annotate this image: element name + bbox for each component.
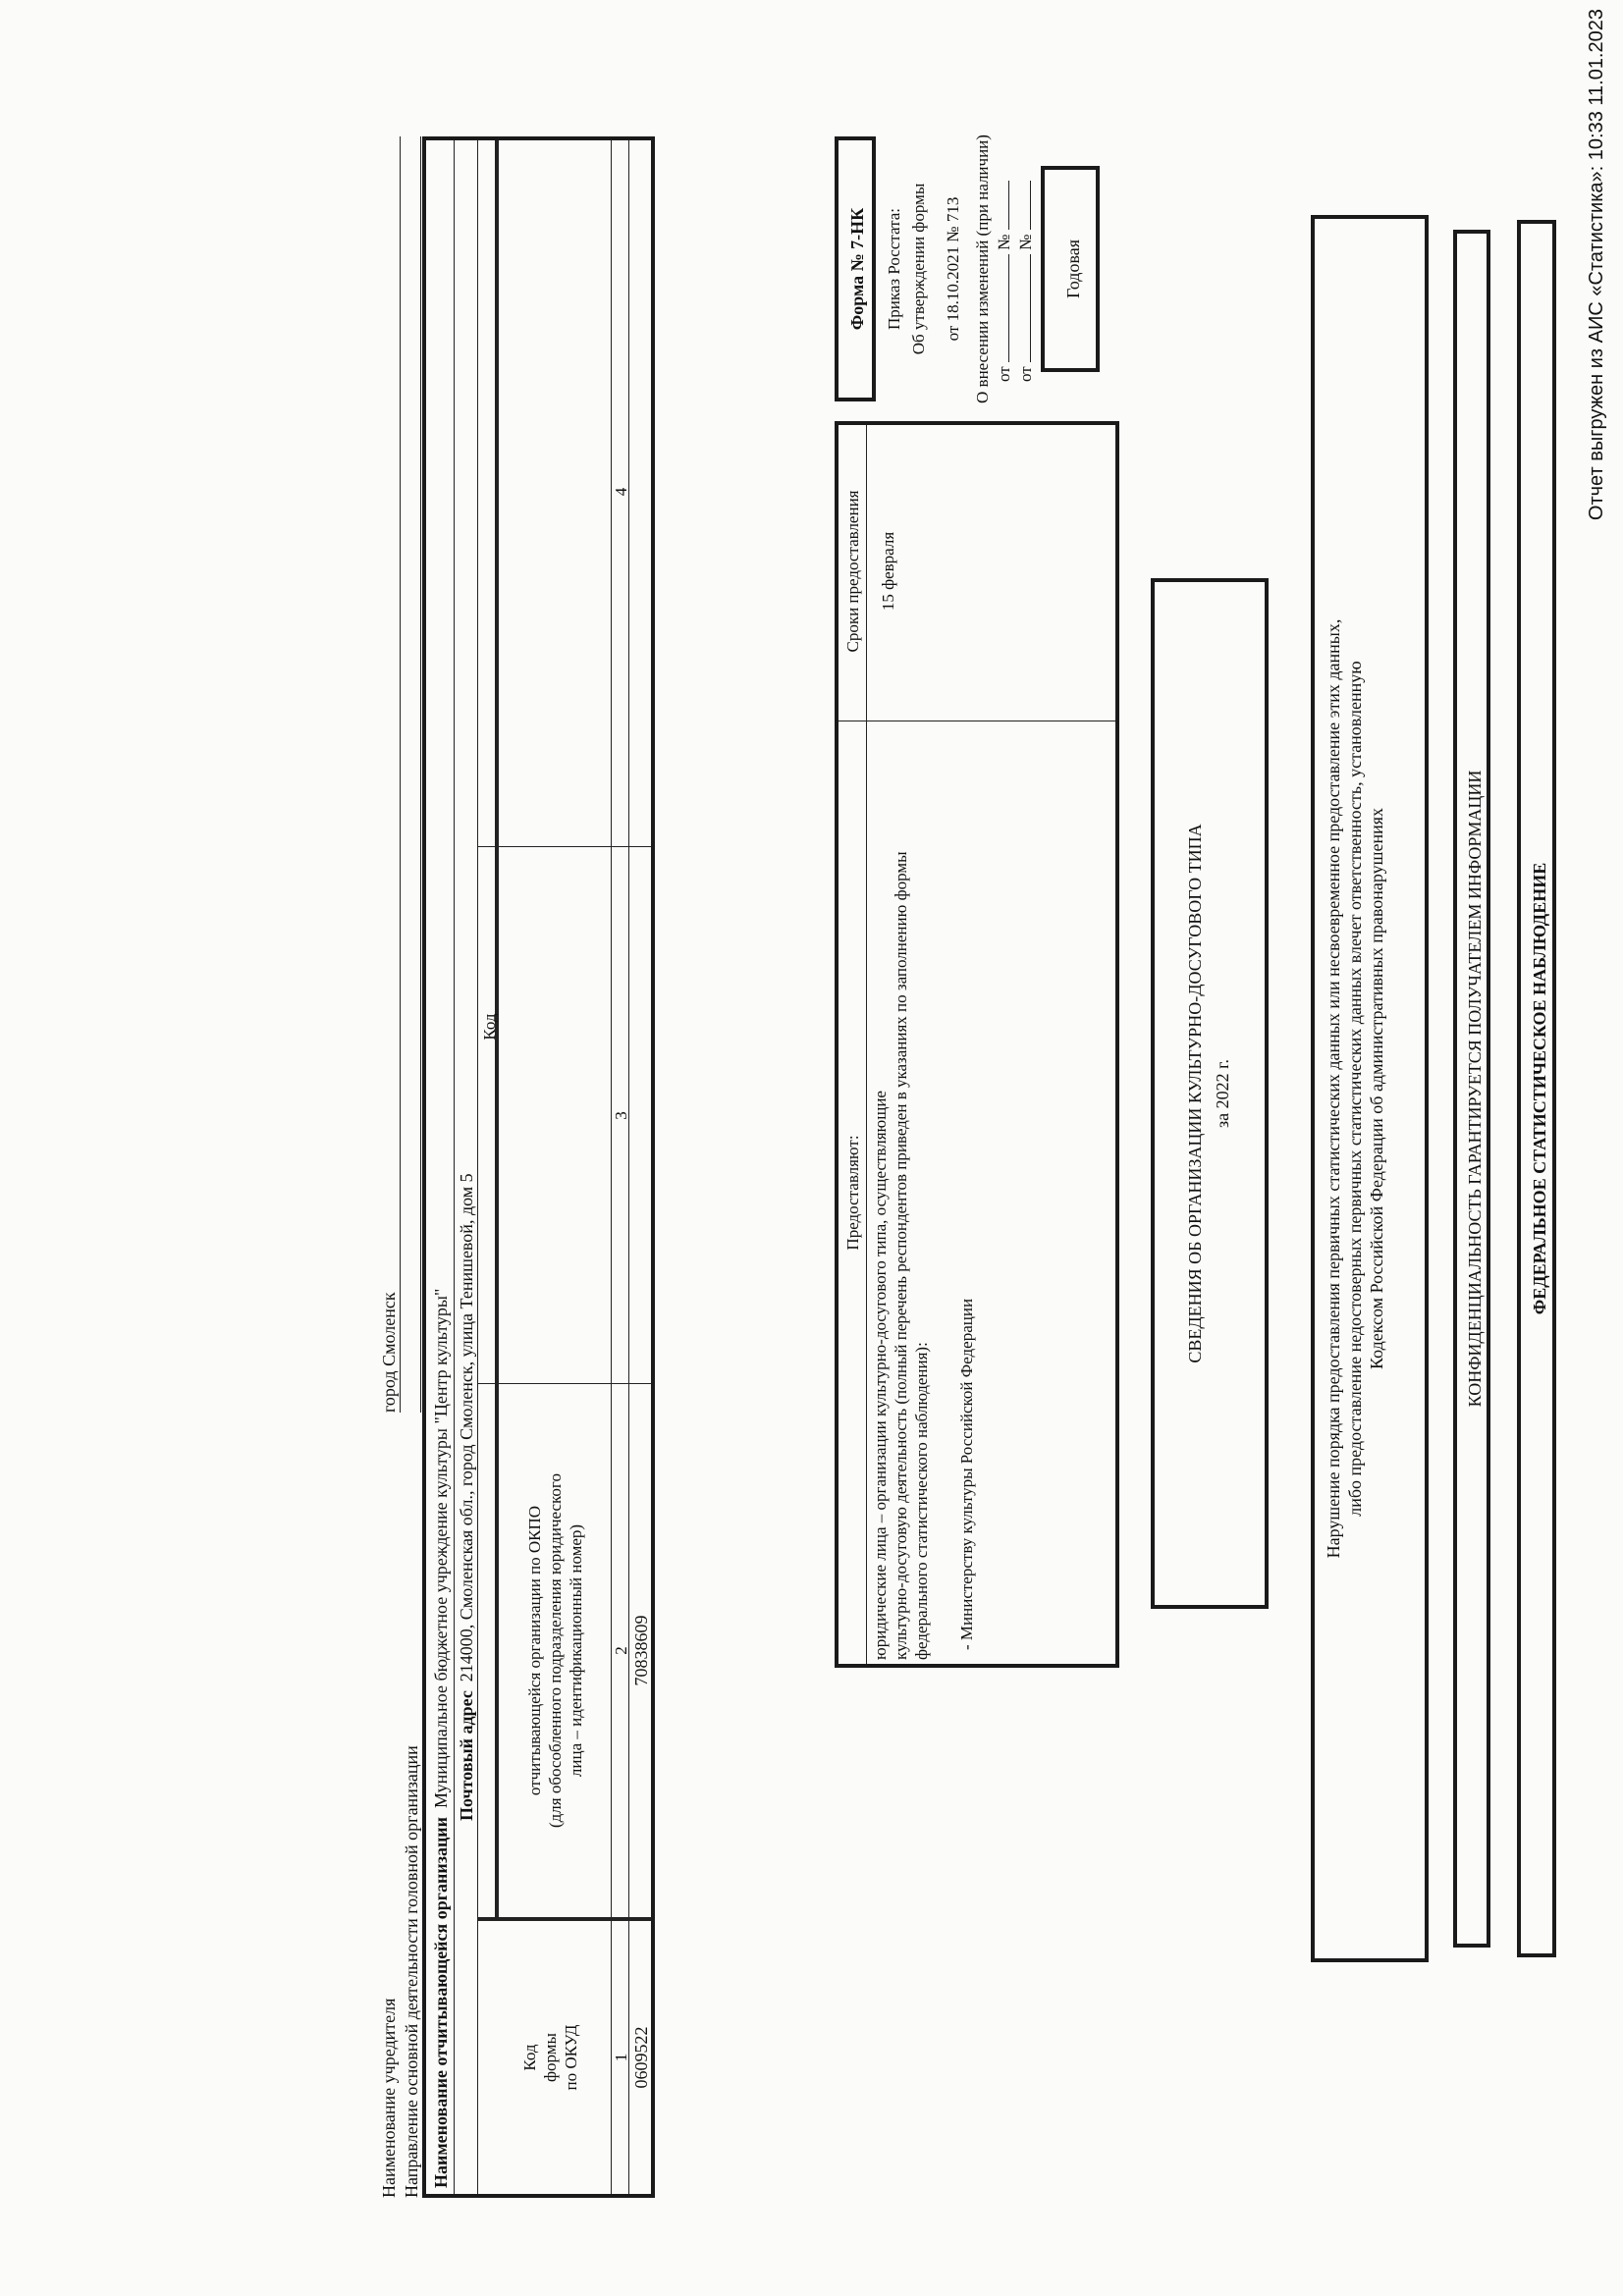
- amendment-number-2: [1030, 181, 1031, 230]
- amendment-row-2: [1015, 146, 1036, 382]
- okpo-header-1: отчитывающейся организации по ОКПО: [525, 1505, 544, 1796]
- okpo-header: [524, 1384, 586, 1917]
- okud-code: 0609522: [631, 2026, 651, 2089]
- periodicity: Годовая: [1063, 240, 1083, 298]
- kod-header: Код: [480, 1013, 499, 1041]
- amendment-num-1: №: [995, 234, 1013, 250]
- okud-header-2: формы: [541, 2033, 560, 2082]
- export-note: Отчет выгружен из АИС «Статистика»: 10:33 11.01.2023: [1586, 9, 1607, 521]
- org-name-value: Муниципальное бюджетное учреждение культуры "Центр культуры": [431, 1288, 451, 1808]
- form-number: Форма № 7-НК: [847, 207, 867, 331]
- org-address-value: 214000, Смоленская обл., город Смоленск, улица Тенишевой, дом 5: [457, 1173, 476, 1682]
- confidentiality-box: [1453, 230, 1490, 1948]
- activity-label: Направление основной деятельности головной организации: [402, 1745, 421, 2198]
- founder-label: Наименование учредителя: [379, 1998, 399, 2198]
- activity-value: [401, 136, 421, 1413]
- warning-line-2: либо предоставление недостоверных первичных статистических данных влечет ответственность, установленную: [1345, 661, 1365, 1517]
- founder-value: город Смоленск: [378, 136, 401, 1413]
- col-number-4: 4: [612, 487, 630, 497]
- form-approval: Об утверждении формы: [909, 183, 928, 355]
- org-address-divider: [477, 140, 478, 2194]
- form-amendments: О внесении изменений (при наличии): [973, 134, 992, 403]
- org-name-divider: [454, 140, 455, 2194]
- amendment-date-2: [1030, 254, 1031, 362]
- submitters-table: [835, 421, 1119, 1668]
- form-approval-date: от 18.10.2021 № 713: [944, 196, 962, 342]
- amendment-from-2: от: [1016, 366, 1035, 382]
- submitters-header-divider: [866, 425, 867, 1664]
- submitters-deadline: 15 февраля: [879, 531, 897, 612]
- form-order: Приказ Росстата:: [885, 207, 903, 331]
- col-number-2: 2: [612, 1646, 630, 1655]
- deadline-header: Сроки предоставления: [843, 490, 862, 653]
- report-title-box: [1151, 578, 1269, 1609]
- organization-table: [422, 136, 655, 2198]
- report-title: СВЕДЕНИЯ ОБ ОРГАНИЗАЦИИ КУЛЬТУРНО-ДОСУГОВОГО ТИПА: [1185, 824, 1205, 1363]
- col-number-3: 3: [612, 1111, 630, 1120]
- org-name-row: [430, 146, 452, 2188]
- warning-line-3: Кодексом Российской Федерации об административных правонарушениях: [1367, 808, 1386, 1369]
- okpo-header-3: лица – идентификационный номер): [567, 1523, 585, 1778]
- submitters-text-1: юридические лица – организации культурно-досугового типа, осуществляющие: [871, 1091, 890, 1660]
- amendment-date-1: [1008, 254, 1009, 362]
- form-info-box: [835, 136, 876, 401]
- col-number-1: 1: [612, 2053, 630, 2062]
- amendment-from-1: от: [995, 366, 1013, 382]
- header-title-box: [1517, 220, 1556, 1957]
- submitters-text-3: федерального статистического наблюдения):: [912, 1342, 931, 1660]
- amendment-number-1: [1008, 181, 1009, 230]
- header-title: ФЕДЕРАЛЬНОЕ СТАТИСТИЧЕСКОЕ НАБЛЮДЕНИЕ: [1530, 862, 1549, 1315]
- org-name-label: Наименование отчитывающейся организации: [431, 1816, 451, 2188]
- org-address-row: [456, 152, 477, 1821]
- warning-line-1: Нарушение порядка предоставления первичных статистических данных или несвоевременное предоставление этих данных,: [1324, 618, 1343, 1559]
- warning-box: [1311, 215, 1429, 1962]
- amendment-num-2: №: [1016, 234, 1035, 250]
- org-address-label: Почтовый адрес: [457, 1690, 476, 1821]
- confidentiality-text: КОНФИДЕНЦИАЛЬНОСТЬ ГАРАНТИРУЕТСЯ ПОЛУЧАТЕЛЕМ ИНФОРМАЦИИ: [1465, 770, 1485, 1408]
- okpo-code: 70838609: [631, 1615, 651, 1686]
- report-period: за 2022 г.: [1213, 1059, 1232, 1128]
- amendment-row-1: [994, 146, 1014, 382]
- okpo-header-2: (для обособленного подразделения юридического: [546, 1473, 565, 1828]
- submitters-header: Предоставляют:: [843, 1135, 862, 1251]
- periodicity-box: [1041, 166, 1100, 372]
- okud-header-3: по ОКУД: [562, 2024, 580, 2091]
- okud-header-1: Код: [520, 2044, 539, 2071]
- submitters-text-2: культурно-досуговую деятельность (полный перечень респондентов приведен в указаниях по заполнению формы: [892, 851, 910, 1660]
- submitters-recipient: - Министерству культуры Российской Федерации: [957, 1298, 976, 1650]
- okud-header: [519, 1921, 581, 2194]
